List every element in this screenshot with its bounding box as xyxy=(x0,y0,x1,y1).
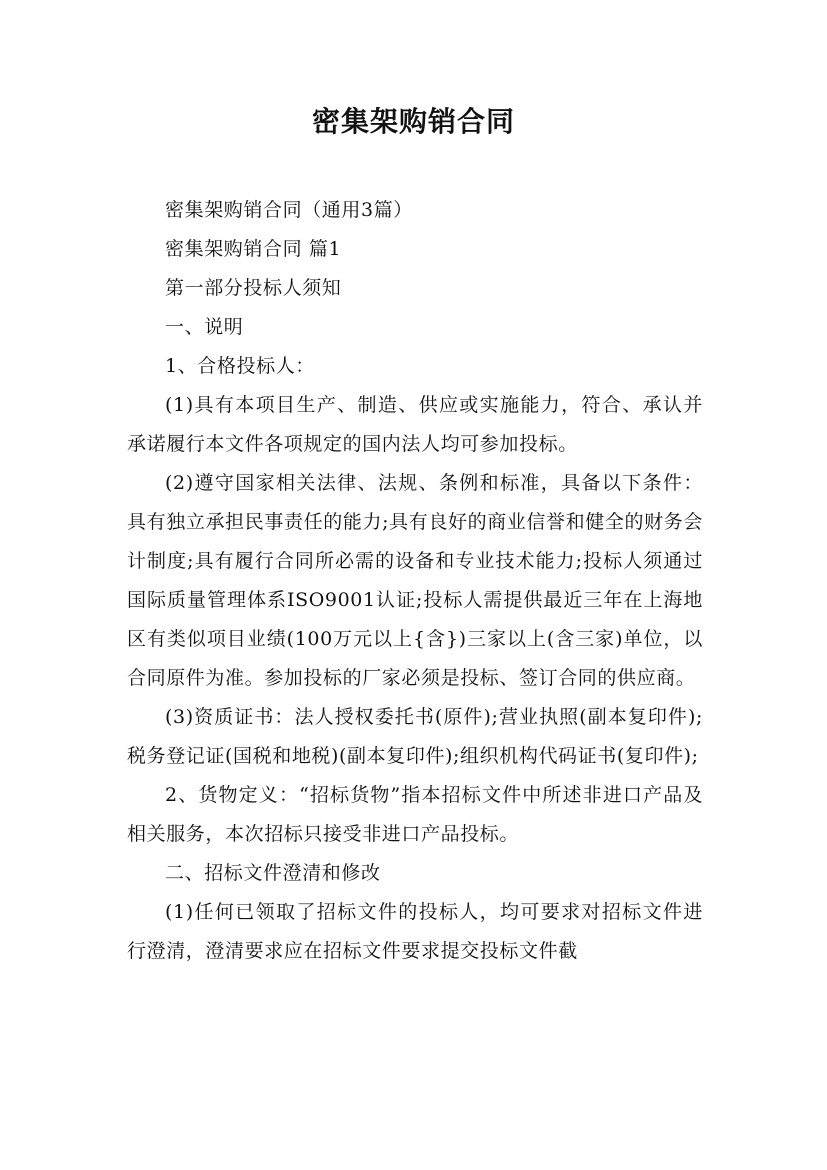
paragraph-qualified-bidder: 1、合格投标人： xyxy=(165,355,315,377)
paragraph-subtitle: 密集架购销合同（通用3篇） xyxy=(165,199,413,221)
paragraph-clarification-heading: 二、招标文件澄清和修改 xyxy=(165,862,381,884)
document-body xyxy=(127,191,703,971)
paragraph-explanation-heading: 一、说明 xyxy=(165,316,244,338)
paragraph-item-2: (2)遵守国家相关法律、法规、条例和标准，具备以下条件：具有独立承担民事责任的能力;具有良好的商业信誉和健全的财务会计制度;具有履行合同所必需的设备和专业技术能力;投标人须通过国际质量管理体系ISO9001认证;投标人需提供最近三年在上海地区有类似项目业绩(100万元以上{含})三家以上(含三家)单位，以合同原件为准。参加投标的厂家必须是投标、签订合同的供应商。 xyxy=(127,472,703,689)
paragraph-section-heading: 密集架购销合同 篇1 xyxy=(165,238,342,260)
paragraph-clarification-1: (1)任何已领取了招标文件的投标人，均可要求对招标文件进行澄清，澄清要求应在招标文件要求提交投标文件截 xyxy=(127,901,703,962)
paragraph-part-one: 第一部分投标人须知 xyxy=(165,277,342,299)
document-title: 密集架购销合同 xyxy=(311,105,515,138)
paragraph-item-3: (3)资质证书：法人授权委托书(原件);营业执照(副本复印件);税务登记证(国税和地税)(副本复印件);组织机构代码证书(复印件); xyxy=(127,706,703,767)
paragraph-item-1: (1)具有本项目生产、制造、供应或实施能力，符合、承认并承诺履行本文件各项规定的国内法人均可参加投标。 xyxy=(127,394,703,455)
paragraph-goods-definition: 2、货物定义：“招标货物”指本招标文件中所述非进口产品及相关服务，本次招标只接受非进口产品投标。 xyxy=(127,784,703,845)
